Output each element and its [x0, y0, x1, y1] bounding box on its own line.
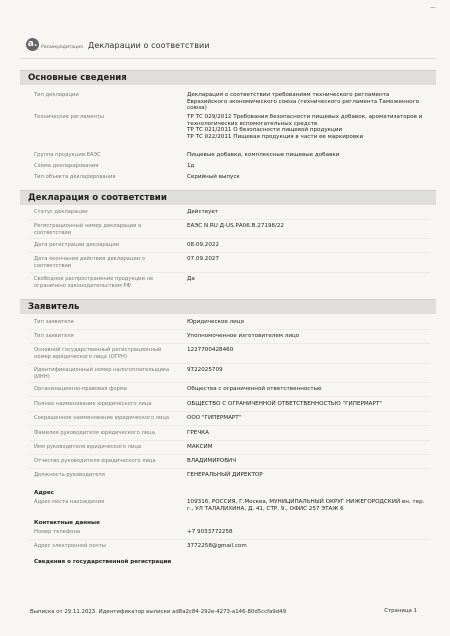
- label: Номер телефона: [34, 529, 81, 535]
- section-declaration: [20, 190, 436, 205]
- footer-page-number: Страница 1: [384, 608, 417, 614]
- value: 07.09.2027: [187, 256, 220, 262]
- address-heading: Адрес: [34, 490, 54, 496]
- divider: [30, 440, 430, 441]
- value: +7 9033772258: [187, 529, 233, 535]
- label: Фамилия руководителя юридического лица: [34, 430, 155, 436]
- document-header: [20, 38, 430, 56]
- value: ТР ТС 029/2012 Требования безопасности пищевых добавок, ароматизаторов и технологических вспомогательных средств ТР ТС 021/2011 О безопасности пищевой продукции ТР ТС 022/2011 Пищевая продукция в части ее маркировки: [187, 114, 423, 140]
- label: Адрес места нахождения: [34, 499, 105, 505]
- section-title-applicant: Заявитель: [20, 299, 436, 314]
- value: Действует: [187, 209, 219, 215]
- divider: [30, 343, 430, 344]
- divider: [30, 454, 430, 455]
- value: Декларация о соответствии требованиям технического регламента Евразийского экономического союза (технического регламента Таможенного союза): [187, 92, 420, 112]
- section-applicant-rows: [20, 315, 436, 595]
- divider: [30, 468, 430, 469]
- logo: [26, 38, 83, 51]
- label: Идентификационный номер налогоплательщика (ИНН): [34, 367, 170, 380]
- value: ВЛАДИМИРОВИЧ: [187, 458, 237, 464]
- label: Тип заявителя: [34, 319, 74, 325]
- divider: [30, 329, 430, 330]
- label: Тип объекта декларирования: [34, 174, 116, 180]
- label: Технические регламенты: [34, 114, 104, 120]
- value: Общества с ограниченной ответственностью: [187, 386, 322, 392]
- registration-heading: Сведения о государственной регистрации: [34, 559, 172, 565]
- label: Тип заявителя: [34, 333, 74, 339]
- value: 1д: [187, 163, 195, 169]
- label: Основной государственный регистрационный номер юридического лица (ОГРН): [34, 347, 162, 360]
- footer-extract-info: Выписка от 29.11.2023. Идентификатор выписки ad8a2c84-292e-4273-a146-80d5ccfa9d49: [30, 609, 287, 615]
- value: 08.09.2022: [187, 242, 220, 248]
- divider: [30, 363, 430, 364]
- value: МАКСИМ: [187, 444, 213, 450]
- label: Полное наименование юридического лица: [34, 401, 152, 407]
- value: Да: [187, 276, 195, 282]
- value: Юридическое лицо: [187, 319, 245, 325]
- label: Адрес электронной почты: [34, 543, 106, 549]
- divider: [30, 539, 430, 540]
- value: Серийный выпуск: [187, 174, 240, 180]
- value: 9722025709: [187, 367, 223, 373]
- logo-subtext: Росаккредитация: [41, 45, 83, 50]
- value: ОБЩЕСТВО С ОГРАНИЧЕННОЙ ОТВЕТСТВЕННОСТЬЮ "ГИПЕРМАРТ": [187, 401, 382, 407]
- divider: [30, 252, 430, 253]
- logo-icon: a.: [27, 39, 38, 49]
- label: Схема декларирования: [34, 163, 99, 169]
- page-title: Декларации о соответствии: [88, 41, 210, 50]
- section-basic: [20, 70, 436, 85]
- value: ГРЕЧКА: [187, 430, 209, 436]
- section-title-basic: Основные сведения: [20, 70, 436, 85]
- label: Регистрационный номер декларации о соответствии: [34, 223, 142, 236]
- value: 1227700428460: [187, 347, 234, 353]
- value: 109316, РОССИЯ, Г.Москва, МУНИЦИПАЛЬНЫЙ ОКРУГ НИЖЕГОРОДСКИЙ вн. тер. г., УЛ ТАЛАЛИХИНА, Д. 41, СТР. 9., ОФИС 257 ЭТАЖ 6: [187, 499, 425, 512]
- header-divider: [20, 58, 436, 59]
- label: Отчество руководителя юридического лица: [34, 458, 156, 464]
- label: Свободное распространение продукции не ограничено законодательством РФ: [34, 276, 154, 289]
- contacts-heading: Контактные данные: [34, 520, 100, 526]
- divider: [30, 272, 430, 273]
- section-basic-rows: [20, 86, 436, 186]
- label: Имя руководителя юридического лица: [34, 444, 142, 450]
- label: Статус декларации: [34, 209, 88, 215]
- value: Пищевые добавки, комплексные пищевые добавки: [187, 152, 340, 158]
- label: Дата регистрации декларации: [34, 242, 120, 248]
- divider: [30, 382, 430, 383]
- label: Должность руководителя: [34, 472, 105, 478]
- label: Организационно-правовая форма: [34, 386, 127, 392]
- divider: [30, 396, 430, 397]
- label: Группа продукции ЕАЭС: [34, 152, 101, 158]
- section-title-declaration: Декларация о соответствии: [20, 190, 436, 205]
- value: ГЕНЕРАЛЬНЫЙ ДИРЕКТОР: [187, 472, 263, 478]
- divider: [30, 411, 430, 412]
- label: Сокращенное наименование юридического лица: [34, 415, 170, 421]
- value: 3772258@gmail.com: [187, 543, 247, 549]
- value: ООО "ГИПЕРМАРТ": [187, 415, 242, 421]
- corner-mark: —: [430, 4, 436, 11]
- label: Дата окончания действия декларации о соответствии: [34, 256, 145, 269]
- divider: [30, 219, 430, 220]
- divider: [30, 238, 430, 239]
- divider: [30, 425, 430, 426]
- value: Уполномоченное изготовителем лицо: [187, 333, 300, 339]
- value: ЕАЭС N RU Д-US.РА06.В.27198/22: [187, 223, 284, 229]
- label: Тип декларации: [34, 92, 79, 98]
- section-applicant: [20, 299, 436, 314]
